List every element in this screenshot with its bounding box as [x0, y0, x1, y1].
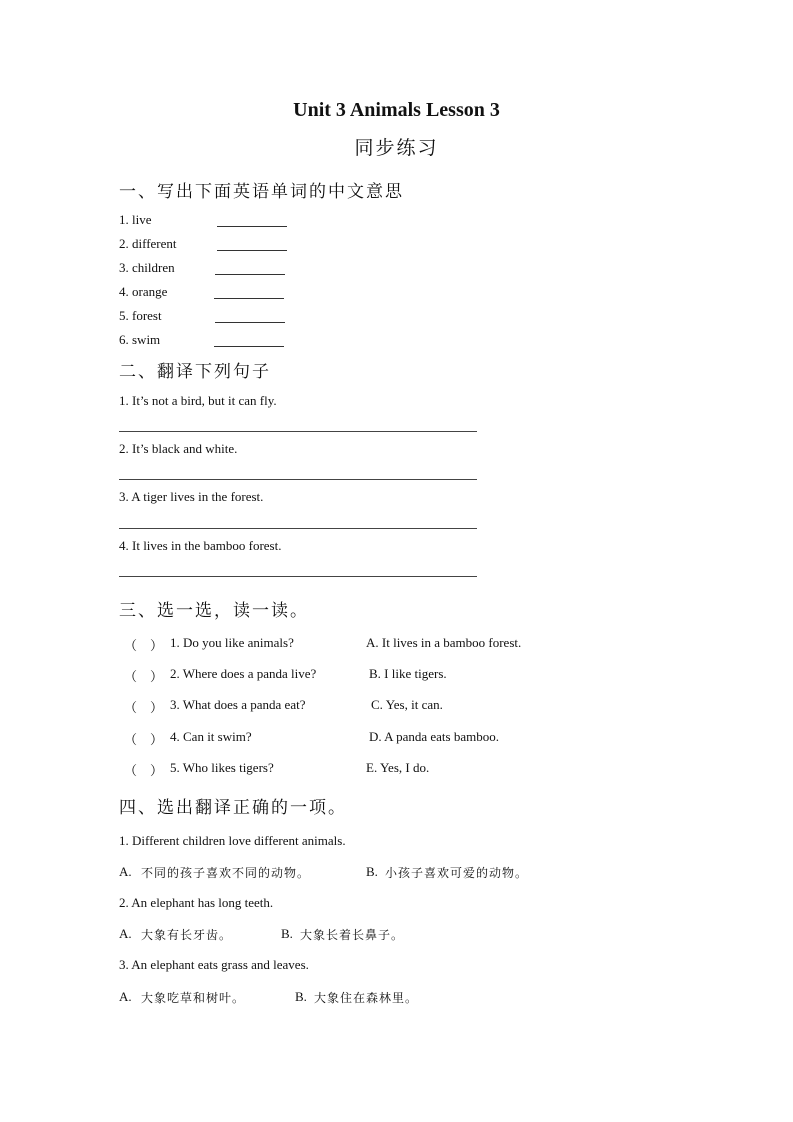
section2-heading: 二、翻译下列句子: [119, 362, 271, 382]
vocab-item-3: [119, 260, 175, 276]
vocab-blank-6[interactable]: [214, 334, 284, 347]
option-a-letter[interactable]: A.: [119, 926, 132, 941]
match-question-2: 2. Where does a panda live?: [170, 666, 317, 681]
paren-right: ）: [150, 732, 164, 747]
vocab-item-1: [119, 212, 152, 228]
vocab-label: 3. children: [119, 260, 175, 275]
answer-line-3[interactable]: [119, 528, 477, 529]
vocab-label: 4. orange: [119, 284, 168, 299]
section1-heading: 一、写出下面英语单词的中文意思: [119, 182, 404, 202]
option-a-letter[interactable]: A.: [119, 989, 132, 1004]
option-b-letter[interactable]: B.: [295, 989, 307, 1004]
option-a-text: 大象吃草和树叶。: [141, 991, 246, 1005]
translate-sentence-4: 4. It lives in the bamboo forest.: [119, 538, 282, 553]
match-question-4: 4. Can it swim?: [170, 729, 252, 744]
translate-sentence-3: 3. A tiger lives in the forest.: [119, 489, 264, 504]
option-b-text: 大象住在森林里。: [314, 991, 419, 1005]
answer-line-1[interactable]: [119, 431, 477, 432]
paren-left: （: [124, 700, 138, 715]
option-b-letter[interactable]: B.: [281, 926, 293, 941]
choice-sentence-3: 3. An elephant eats grass and leaves.: [119, 957, 309, 972]
choice-sentence-2: 2. An elephant has long teeth.: [119, 895, 274, 910]
vocab-blank-3[interactable]: [215, 262, 285, 275]
option-a-letter[interactable]: A.: [119, 864, 132, 879]
paren-right: ）: [150, 669, 164, 684]
paren-left: （: [124, 732, 138, 747]
translate-sentence-1: 1. It’s not a bird, but it can fly.: [119, 393, 277, 408]
option-a-text: 不同的孩子喜欢不同的动物。: [141, 866, 311, 880]
paren-left: （: [124, 669, 138, 684]
paren-left: （: [124, 763, 138, 778]
vocab-label: 1. live: [119, 212, 152, 227]
match-answer-b: B. I like tigers.: [369, 666, 447, 681]
option-b-letter[interactable]: B.: [366, 864, 378, 879]
vocab-blank-2[interactable]: [217, 238, 287, 251]
match-answer-c: C. Yes, it can.: [371, 697, 443, 712]
paren-right: ）: [150, 763, 164, 778]
option-b-text: 小孩子喜欢可爱的动物。: [385, 866, 529, 880]
vocab-item-2: [119, 236, 177, 252]
vocab-label: 5. forest: [119, 308, 162, 323]
vocab-blank-5[interactable]: [215, 310, 285, 323]
vocab-item-6: [119, 332, 160, 348]
paren-left: （: [124, 638, 138, 653]
paren-right: ）: [150, 638, 164, 653]
section4-heading: 四、选出翻译正确的一项。: [119, 798, 347, 818]
match-answer-e: E. Yes, I do.: [366, 760, 430, 775]
answer-line-2[interactable]: [119, 479, 477, 480]
page-title: Unit 3 Animals Lesson 3: [293, 99, 500, 121]
vocab-item-5: [119, 308, 162, 324]
match-question-1: 1. Do you like animals?: [170, 635, 294, 650]
choice-sentence-1: 1. Different children love different animals.: [119, 833, 346, 848]
vocab-blank-4[interactable]: [214, 286, 284, 299]
page-subtitle: 同步练习: [354, 137, 439, 159]
match-answer-d: D. A panda eats bamboo.: [369, 729, 499, 744]
match-answer-a: A. It lives in a bamboo forest.: [366, 635, 522, 650]
paren-right: ）: [150, 700, 164, 715]
option-a-text: 大象有长牙齿。: [141, 928, 233, 942]
vocab-blank-1[interactable]: [217, 214, 287, 227]
translate-sentence-2: 2. It’s black and white.: [119, 441, 238, 456]
match-question-3: 3. What does a panda eat?: [170, 697, 306, 712]
option-b-text: 大象长着长鼻子。: [300, 928, 405, 942]
vocab-label: 2. different: [119, 236, 177, 251]
vocab-label: 6. swim: [119, 332, 161, 347]
section3-heading: 三、选一选，读一读。: [119, 601, 309, 621]
match-question-5: 5. Who likes tigers?: [170, 760, 274, 775]
vocab-item-4: [119, 284, 167, 300]
answer-line-4[interactable]: [119, 576, 477, 577]
